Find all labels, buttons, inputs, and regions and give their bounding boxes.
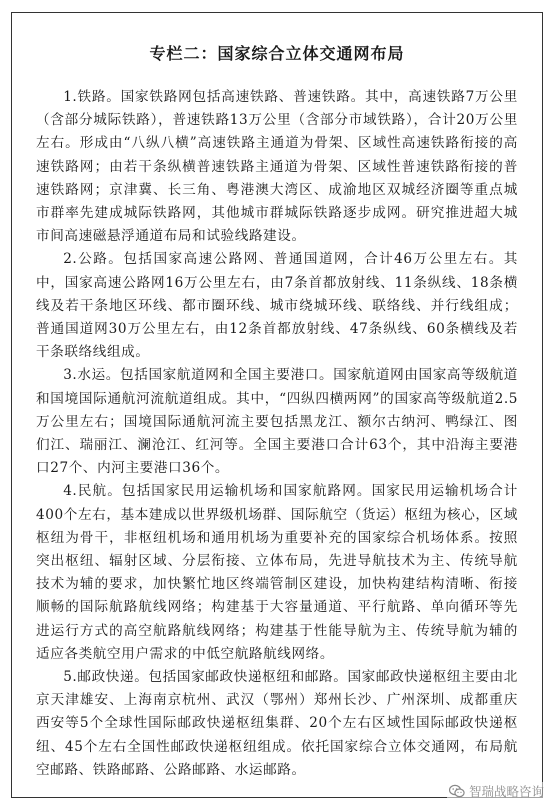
watermark <box>447 782 546 800</box>
paragraph-waterway: 3.水运。包括国家航道网和全国主要港口。国家航道网由国家高等级航道和国境国际通航河流航道组成。其中，“四纵四横两网”的国家高等级航道2.5万公里左右；国境国际通航河流主要包括黑龙江、额尔古纳河、鸭绿江、图们江、瑞丽江、澜沧江、红河等。全国主要港口合计63个，其中沿海主要港口27个、内河主要港口36个。 <box>36 367 518 477</box>
column-title: 专栏二：国家综合立体交通网布局 <box>149 44 405 63</box>
watermark-text: 智瑞战略咨询 <box>468 784 544 799</box>
wechat-icon <box>449 784 465 798</box>
column-box <box>11 12 543 798</box>
paragraph-highway: 2.公路。包括国家高速公路网、普通国道网，合计46万公里左右。其中，国家高速公路网16万公里左右，由7条首都放射线、11条纵线、18条横线及若干条地区环线、都市圈环线、城市绕城环线、联络线、并行线组成；普通国道网30万公里左右，由12条首都放射线、47条纵线、60条横线及若干条联络线组成。 <box>36 251 518 361</box>
paragraph-railway: 1.铁路。国家铁路网包括高速铁路、普速铁路。其中，高速铁路7万公里（含部分城际铁路），普速铁路13万公里（含部分市域铁路），合计20万公里左右。形成由“八纵八横”高速铁路主通道为骨架、区域性高速铁路衔接的高速铁路网；由若干条纵横普速铁路主通道为骨架、区域性普速铁路衔接的普速铁路网；京津冀、长三角、粤港澳大湾区、成渝地区双城经济圈等重点城市群率先建成城际铁路网，其他城市群城际铁路逐步成网。研究推进超大城市间高速磁悬浮通道布局和试验线路建设。 <box>36 89 518 245</box>
paragraph-aviation: 4.民航。包括国家民用运输机场和国家航路网。国家民用运输机场合计400个左右，基本建成以世界级机场群、国际航空（货运）枢纽为核心，区域枢纽为骨干，非枢纽机场和通用机场为重要补充的国家综合机场体系。按照突出枢纽、辐射区域、分层衔接、立体布局，先进导航技术为主、传统导航技术为辅的要求，加快繁忙地区终端管制区建设，加快构建结构清晰、衔接顺畅的国际航路航线网络；构建基于大容量通道、平行航路、单向循环等先进运行方式的高空航路航线网络；构建基于性能导航为主、传统导航为辅的适应各类航空用户需求的中低空航路航线网络。 <box>36 483 518 662</box>
paragraph-postal: 5.邮政快递。包括国家邮政快递枢纽和邮路。国家邮政快递枢纽主要由北京天津雄安、上海南京杭州、武汉（鄂州）郑州长沙、广州深圳、成都重庆西安等5个全球性国际邮政快递枢纽集群、20个左右区域性国际邮政快递枢纽、45个左右全国性邮政快递枢纽组成。依托国家综合立体交通网，布局航空邮路、铁路邮路、公路邮路、水运邮路。 <box>36 669 518 778</box>
